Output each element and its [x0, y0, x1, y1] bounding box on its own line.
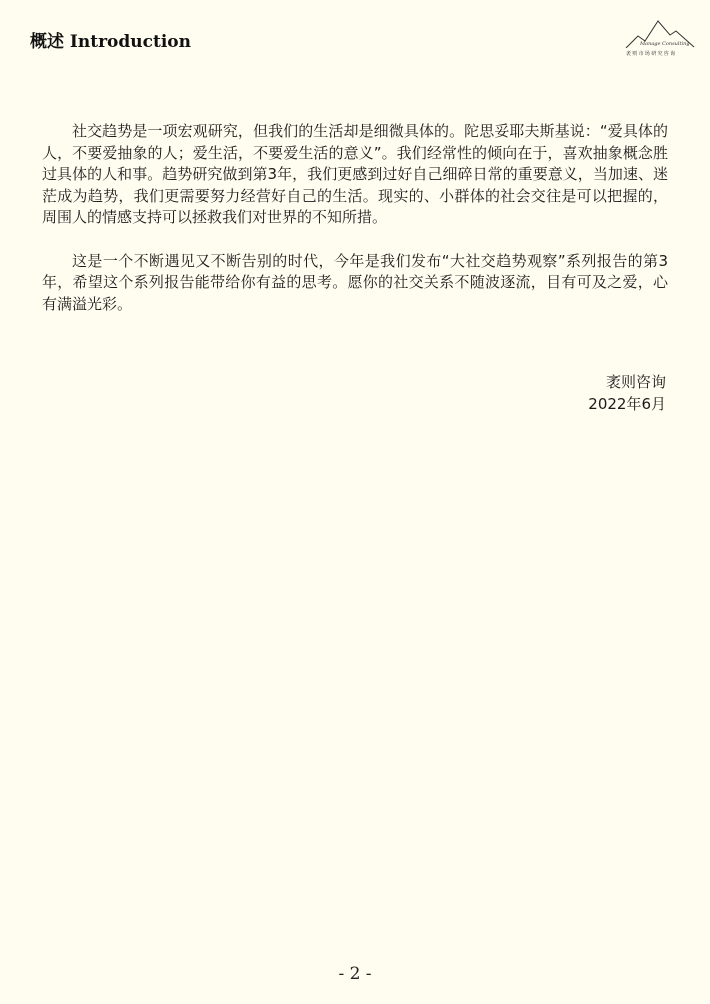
page-number: - 2 - [338, 964, 372, 984]
introduction-body [42, 121, 668, 315]
paragraph-1: 社交趋势是一项宏观研究，但我们的生活却是细微具体的。陀思妥耶夫斯基说：“爱具体的人，不要爱抽象的人；爱生活，不要爱生活的意义”。我们经常性的倾向在于，喜欢抽象概念胜过具体的人和事。趋势研究做到第3年，我们更感到过好自己细碎日常的重要意义，当加速、迷茫成为趋势，我们更需要努力经营好自己的生活。现实的、小群体的社会交往是可以把握的，周围人的情感支持可以拯救我们对世界的不知所措。 [42, 122, 668, 227]
signature-date: 2022年6月 [588, 395, 666, 413]
signature-org: 袤则咨询 [605, 373, 666, 391]
paragraph-2: 这是一个不断遇见又不断告别的时代，今年是我们发布“大社交趋势观察”系列报告的第3年，希望这个系列报告能带给你有益的思考。愿你的社交关系不随波逐流，目有可及之爱，心有满溢光彩。 [42, 251, 668, 313]
page-title: 概述 Introduction [30, 32, 191, 52]
signature [588, 371, 666, 415]
logo-cn-text: 袤则市场研究咨询 [626, 51, 677, 57]
logo-script-text: Manage Consulting [640, 41, 690, 47]
logo [618, 16, 696, 60]
